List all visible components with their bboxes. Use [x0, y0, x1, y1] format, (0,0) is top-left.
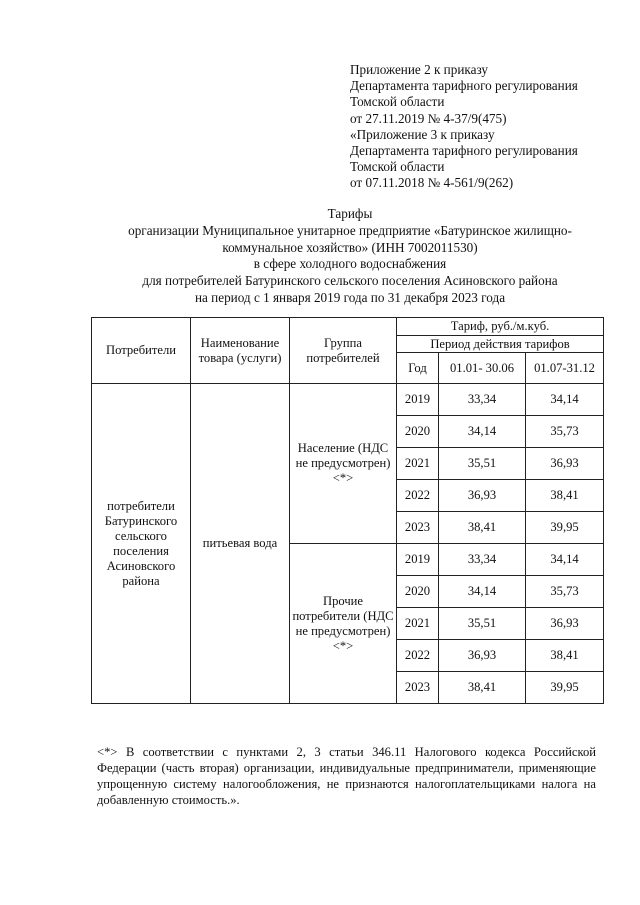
header-line: от 07.11.2018 № 4-561/9(262): [350, 175, 514, 191]
tariff-second-half-cell: 34,14: [526, 384, 604, 416]
tariffs-table: [91, 317, 604, 704]
tariff-first-half-cell: 34,14: [439, 416, 526, 448]
tariff-second-half-cell: 34,14: [526, 544, 604, 576]
tariff-first-half-cell: 33,34: [439, 384, 526, 416]
group-cell-other: Прочие потребители (НДС не предусмотрен) <*>: [290, 544, 397, 704]
year-cell: 2023: [397, 512, 439, 544]
tariff-second-half-cell: 39,95: [526, 672, 604, 704]
year-cell: 2019: [397, 544, 439, 576]
year-cell: 2021: [397, 608, 439, 640]
tariff-second-half-cell: 38,41: [526, 640, 604, 672]
header-line: Томской области: [350, 94, 445, 110]
year-cell: 2021: [397, 448, 439, 480]
title-line: для потребителей Батуринского сельского поселения Асиновского района: [142, 273, 558, 289]
order-appendix-header: [350, 62, 578, 192]
header-line: Томской области: [350, 159, 445, 175]
header-line: «Приложение 3 к приказу: [350, 126, 495, 142]
title-line: на период с 1 января 2019 года по 31 декабря 2023 года: [194, 289, 506, 305]
tariff-first-half-cell: 38,41: [439, 512, 526, 544]
year-cell: 2020: [397, 576, 439, 608]
consumers-cell: потребители Батуринского сельского поселения Асиновского района: [92, 384, 191, 704]
header-year: Год: [397, 353, 439, 384]
tariff-first-half-cell: 35,51: [439, 448, 526, 480]
header-second-half: 01.07-31.12: [526, 353, 604, 384]
year-cell: 2023: [397, 672, 439, 704]
year-cell: 2022: [397, 640, 439, 672]
document-title: [60, 206, 640, 307]
title-line: в сфере холодного водоснабжения: [253, 256, 447, 272]
title-line: коммунальное хозяйство» (ИНН 7002011530): [222, 239, 478, 255]
header-product: Наименование товара (услуги): [191, 318, 290, 384]
footnote: <*> В соответствии с пунктами 2, 3 статьи 346.11 Налогового кодекса Российской Федерации (часть вторая) организации, индивидуальные предприниматели, применяющие упрощенную систему налогообложения, не признаются налогоплательщиками налога на добавленную стоимость.».: [97, 745, 596, 807]
header-consumers: Потребители: [92, 318, 191, 384]
tariff-first-half-cell: 36,93: [439, 480, 526, 512]
header-line: Приложение 2 к приказу: [350, 62, 488, 77]
header-first-half: 01.01- 30.06: [439, 353, 526, 384]
product-cell: питьевая вода: [191, 384, 290, 704]
tariff-first-half-cell: 36,93: [439, 640, 526, 672]
header-group: Группа потребителей: [290, 318, 397, 384]
tariff-second-half-cell: 38,41: [526, 480, 604, 512]
table-row: [92, 384, 604, 416]
header-line: Департамента тарифного регулирования: [350, 78, 578, 94]
tariff-second-half-cell: 35,73: [526, 416, 604, 448]
header-period: Период действия тарифов: [397, 336, 604, 353]
tariff-first-half-cell: 38,41: [439, 672, 526, 704]
title-line: Тарифы: [327, 206, 373, 221]
year-cell: 2022: [397, 480, 439, 512]
tariff-second-half-cell: 36,93: [526, 608, 604, 640]
header-line: от 27.11.2019 № 4-37/9(475): [350, 110, 507, 126]
title-line: организации Муниципальное унитарное предприятие «Батуринское жилищно-: [128, 222, 572, 238]
table-header-row: [92, 318, 604, 336]
tariff-second-half-cell: 36,93: [526, 448, 604, 480]
tariff-second-half-cell: 35,73: [526, 576, 604, 608]
tariff-first-half-cell: 34,14: [439, 576, 526, 608]
tariff-first-half-cell: 33,34: [439, 544, 526, 576]
year-cell: 2019: [397, 384, 439, 416]
year-cell: 2020: [397, 416, 439, 448]
header-line: Департамента тарифного регулирования: [350, 143, 578, 159]
header-tariff: Тариф, руб./м.куб.: [397, 318, 604, 336]
group-cell-population: Население (НДС не предусмотрен) <*>: [290, 384, 397, 544]
tariff-first-half-cell: 35,51: [439, 608, 526, 640]
tariff-second-half-cell: 39,95: [526, 512, 604, 544]
